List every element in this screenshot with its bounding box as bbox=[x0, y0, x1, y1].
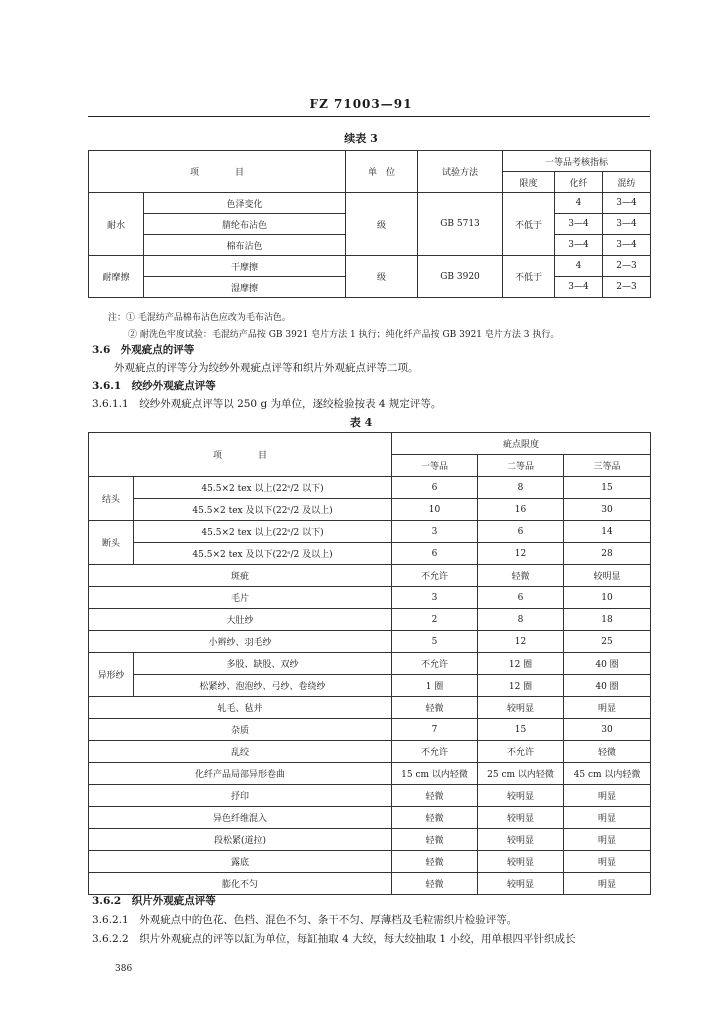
t4-row-g3: 10 bbox=[564, 587, 651, 609]
t3-head-limit: 限度 bbox=[503, 172, 555, 193]
t4-row-g1: 6 bbox=[392, 543, 478, 565]
t4-row-g1: 5 bbox=[392, 631, 478, 653]
t4-group-name: 断头 bbox=[89, 521, 134, 565]
t4-row-g2: 较明显 bbox=[478, 873, 564, 895]
t4-row-g3: 明显 bbox=[564, 873, 651, 895]
t4-row-g1: 不允许 bbox=[392, 653, 478, 675]
t3-group-limit: 不低于 bbox=[503, 256, 555, 298]
table3-note-2: ② 耐洗色牢度试验：毛混纺产品按 GB 3921 皂片方法 1 执行；纯化纤产品按 GB 3921 皂片方法 3 执行。 bbox=[128, 330, 560, 340]
t4-group-name: 异形纱 bbox=[89, 653, 134, 697]
t3-row-chem: 3—4 bbox=[555, 277, 603, 298]
t4-head-grade-1: 一等品 bbox=[392, 455, 478, 477]
t4-row-g1: 轻微 bbox=[392, 807, 478, 829]
table3-note-1: 注：① 毛混纺产品棉布沾色应改为毛布沾色。 bbox=[108, 313, 291, 323]
t3-row-blend: 2—3 bbox=[603, 256, 651, 277]
t4-row-g1: 轻微 bbox=[392, 785, 478, 807]
t4-row-g2: 8 bbox=[478, 609, 564, 631]
t3-group-unit: 级 bbox=[346, 193, 418, 256]
section-3-6-1-heading: 3.6.1 绞纱外观疵点评等 bbox=[92, 380, 216, 392]
t4-row-g2: 12 bbox=[478, 543, 564, 565]
section-3-6-heading: 3.6 外观疵点的评等 bbox=[92, 344, 195, 356]
t4-row-g1: 10 bbox=[392, 499, 478, 521]
t4-row-g3: 40 圈 bbox=[564, 675, 651, 697]
t4-row-item: 45.5×2 tex 以上(22ˢ/2 以下) bbox=[134, 477, 392, 499]
t3-head-group: 一等品考核指标 bbox=[503, 151, 651, 172]
t4-row-item: 45.5×2 tex 及以下(22ˢ/2 及以上) bbox=[134, 499, 392, 521]
t4-row-item: 45.5×2 tex 及以下(22ˢ/2 及以上) bbox=[134, 543, 392, 565]
t3-row-chem: 3—4 bbox=[555, 235, 603, 256]
t4-row-item: 轧毛、毡并 bbox=[89, 697, 392, 719]
t3-row-blend: 3—4 bbox=[603, 214, 651, 235]
t4-row-g2: 16 bbox=[478, 499, 564, 521]
t4-row-g1: 3 bbox=[392, 587, 478, 609]
table3 bbox=[88, 150, 651, 298]
section-3-6-2-heading: 3.6.2 织片外观疵点评等 bbox=[92, 895, 216, 907]
t3-group-method: GB 5713 bbox=[418, 193, 503, 256]
table4 bbox=[88, 432, 651, 895]
t4-row-item: 膨化不匀 bbox=[89, 873, 392, 895]
t4-row-item: 松紧纱、泡泡纱、弓纱、卷绕纱 bbox=[134, 675, 392, 697]
t4-row-g3: 40 圈 bbox=[564, 653, 651, 675]
t3-group-name: 耐摩擦 bbox=[89, 256, 144, 298]
t4-row-item: 45.5×2 tex 以上(22ˢ/2 以下) bbox=[134, 521, 392, 543]
t4-row-g3: 18 bbox=[564, 609, 651, 631]
table3-caption: 续表 3 bbox=[344, 132, 378, 145]
t4-row-item: 异色纤维混入 bbox=[89, 807, 392, 829]
t4-row-g3: 28 bbox=[564, 543, 651, 565]
t4-row-g2: 轻微 bbox=[478, 565, 564, 587]
t4-row-g1: 轻微 bbox=[392, 697, 478, 719]
t4-row-g3: 明显 bbox=[564, 785, 651, 807]
t4-row-g2: 6 bbox=[478, 587, 564, 609]
t4-row-g3: 15 bbox=[564, 477, 651, 499]
t4-row-g2: 较明显 bbox=[478, 697, 564, 719]
t3-head-chem: 化纤 bbox=[555, 172, 603, 193]
t4-head-group: 疵点限度 bbox=[392, 433, 651, 455]
t4-row-g2: 较明显 bbox=[478, 829, 564, 851]
t3-row-item: 湿摩擦 bbox=[144, 277, 346, 298]
t3-row-item: 腈纶布沾色 bbox=[144, 214, 346, 235]
t3-row-blend: 3—4 bbox=[603, 193, 651, 214]
header-rule bbox=[88, 116, 650, 117]
t4-row-g3: 轻微 bbox=[564, 741, 651, 763]
t4-row-g1: 2 bbox=[392, 609, 478, 631]
t4-row-g3: 较明显 bbox=[564, 565, 651, 587]
t4-row-g3: 30 bbox=[564, 719, 651, 741]
t3-group-unit: 级 bbox=[346, 256, 418, 298]
t4-row-g1: 不允许 bbox=[392, 741, 478, 763]
t3-head-unit: 单 位 bbox=[346, 151, 418, 193]
t4-row-g3: 14 bbox=[564, 521, 651, 543]
t4-row-g1: 不允许 bbox=[392, 565, 478, 587]
t4-row-item: 化纤产品局部异形卷曲 bbox=[89, 763, 392, 785]
t4-row-g1: 3 bbox=[392, 521, 478, 543]
t4-row-g3: 25 bbox=[564, 631, 651, 653]
t4-row-g2: 较明显 bbox=[478, 851, 564, 873]
t4-row-g1: 15 cm 以内轻微 bbox=[392, 763, 478, 785]
page-number: 386 bbox=[115, 964, 133, 974]
t3-row-item: 棉布沾色 bbox=[144, 235, 346, 256]
section-3-6-1-1-text: 3.6.1.1 绞纱外观疵点评等以 250 g 为单位，逐绞检验按表 4 规定评等。 bbox=[92, 398, 442, 410]
section-3-6-2-2-text: 3.6.2.2 织片外观疵点的评等以缸为单位，每缸抽取 4 大绞，每大绞抽取 1 小绞，用单根四平针织成长 bbox=[92, 933, 576, 945]
t4-row-g3: 明显 bbox=[564, 851, 651, 873]
t4-row-g3: 明显 bbox=[564, 829, 651, 851]
t4-row-item: 段松紧(道拉) bbox=[89, 829, 392, 851]
t4-row-g1: 6 bbox=[392, 477, 478, 499]
t4-row-g2: 12 圈 bbox=[478, 653, 564, 675]
t4-row-g1: 轻微 bbox=[392, 829, 478, 851]
t4-row-g1: 轻微 bbox=[392, 851, 478, 873]
t3-group-method: GB 3920 bbox=[418, 256, 503, 298]
t3-row-blend: 2—3 bbox=[603, 277, 651, 298]
t4-row-g2: 8 bbox=[478, 477, 564, 499]
t4-row-item: 杂质 bbox=[89, 719, 392, 741]
t3-head-item: 项 目 bbox=[89, 151, 346, 193]
t4-row-g2: 15 bbox=[478, 719, 564, 741]
t3-group-name: 耐水 bbox=[89, 193, 144, 256]
t3-head-blend: 混纺 bbox=[603, 172, 651, 193]
t4-group-name: 结头 bbox=[89, 477, 134, 521]
t4-row-g2: 12 bbox=[478, 631, 564, 653]
t4-row-item: 毛片 bbox=[89, 587, 392, 609]
standard-code: FZ 71003—91 bbox=[309, 97, 413, 111]
t4-row-g2: 12 圈 bbox=[478, 675, 564, 697]
t4-head-item: 项 目 bbox=[89, 433, 392, 477]
t4-row-g2: 不允许 bbox=[478, 741, 564, 763]
section-3-6-2-1-text: 3.6.2.1 外观疵点中的色花、色档、混色不匀、条干不匀、厚薄档及毛粒需织片检验评等。 bbox=[92, 914, 518, 926]
t4-row-g2: 25 cm 以内轻微 bbox=[478, 763, 564, 785]
table4-caption: 表 4 bbox=[349, 416, 373, 429]
t4-row-item: 小辫纱、羽毛纱 bbox=[89, 631, 392, 653]
t3-row-item: 干摩擦 bbox=[144, 256, 346, 277]
section-3-6-text: 外观疵点的评等分为绞纱外观疵点评等和织片外观疵点评等二项。 bbox=[114, 362, 419, 374]
t4-row-g2: 较明显 bbox=[478, 785, 564, 807]
t3-row-blend: 3—4 bbox=[603, 235, 651, 256]
t4-row-g3: 45 cm 以内轻微 bbox=[564, 763, 651, 785]
t3-row-chem: 3—4 bbox=[555, 214, 603, 235]
t4-row-g1: 7 bbox=[392, 719, 478, 741]
t3-head-method: 试验方法 bbox=[418, 151, 503, 193]
t4-row-g2: 6 bbox=[478, 521, 564, 543]
t4-row-item: 大肚纱 bbox=[89, 609, 392, 631]
t4-row-g1: 轻微 bbox=[392, 873, 478, 895]
t4-row-item: 乱绞 bbox=[89, 741, 392, 763]
t4-row-g3: 30 bbox=[564, 499, 651, 521]
t4-row-g2: 较明显 bbox=[478, 807, 564, 829]
t4-row-item: 露底 bbox=[89, 851, 392, 873]
t4-row-g3: 明显 bbox=[564, 807, 651, 829]
t3-row-chem: 4 bbox=[555, 193, 603, 214]
t4-row-g1: 1 圈 bbox=[392, 675, 478, 697]
t3-group-limit: 不低于 bbox=[503, 193, 555, 256]
t4-row-item: 多股、缺股、双纱 bbox=[134, 653, 392, 675]
t4-row-item: 抒印 bbox=[89, 785, 392, 807]
t3-row-chem: 4 bbox=[555, 256, 603, 277]
t4-row-item: 斑疵 bbox=[89, 565, 392, 587]
t4-row-g3: 明显 bbox=[564, 697, 651, 719]
t4-head-grade-3: 三等品 bbox=[564, 455, 651, 477]
t4-head-grade-2: 二等品 bbox=[478, 455, 564, 477]
t3-row-item: 色泽变化 bbox=[144, 193, 346, 214]
